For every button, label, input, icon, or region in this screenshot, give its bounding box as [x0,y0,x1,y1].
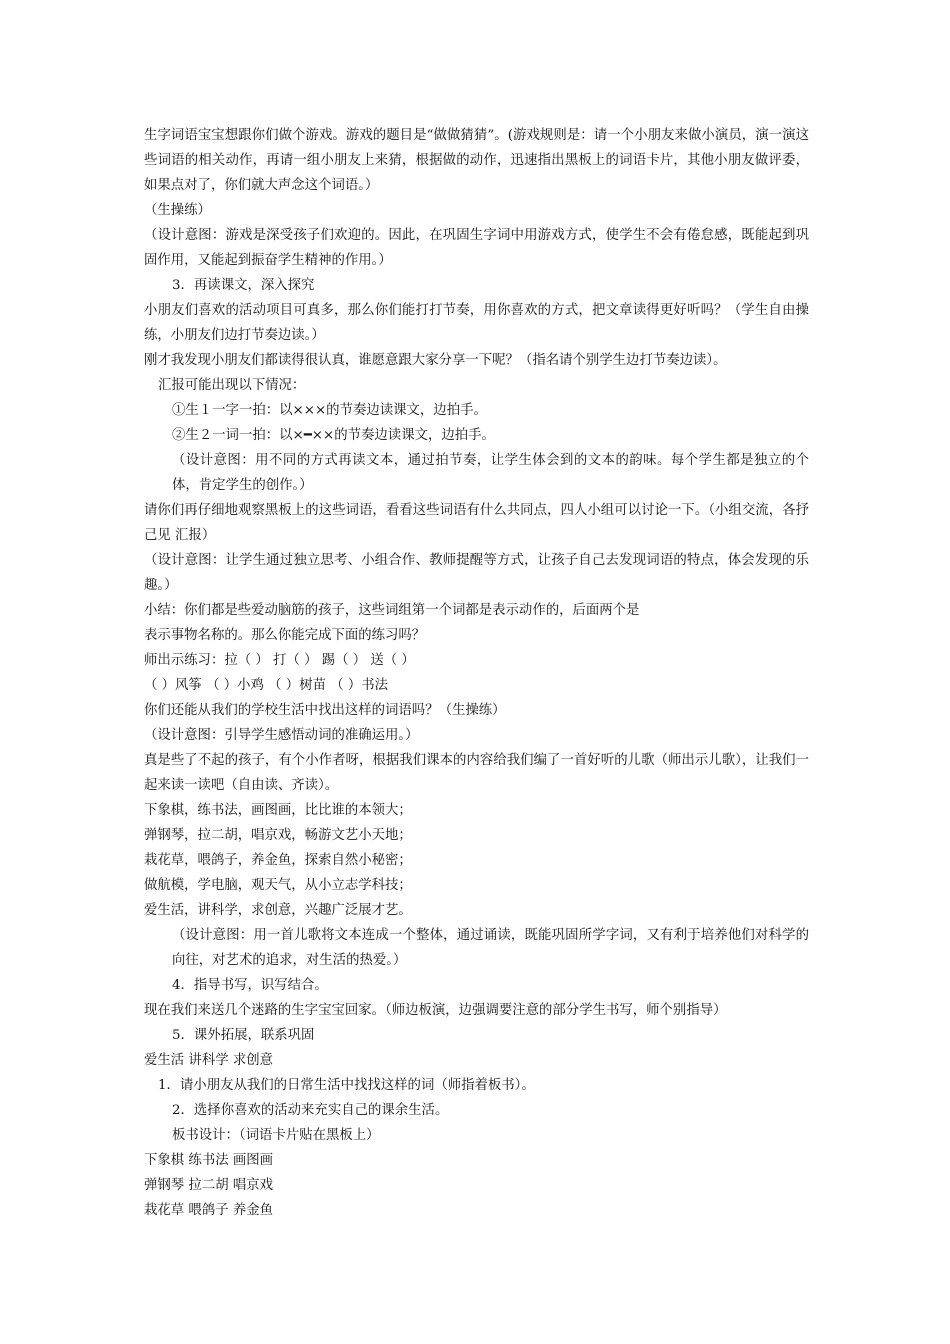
poem-line: 弹钢琴，拉二胡，唱京戏，畅游文艺小天地； [144,828,412,843]
poem-line: 爱生活，讲科学，求创意，兴趣广泛展才艺。 [144,903,412,918]
paragraph: （设计意图：用一首儿歌将文本连成一个整体，通过诵读，既能巩固所学字词，又有利于培养他们对科学的向往，对艺术的追求，对生活的热爱。） [172,928,809,968]
paragraph: 现在我们来送几个迷路的生字宝宝回家。（师边板演，边强调要注意的部分学生书写，师个别指导） [144,1003,727,1018]
paragraph: 小朋友们喜欢的活动项目可真多，那么你们能打打节奏，用你喜欢的方式，把文章读得更好听吗？（学生自由操练，小朋友们边打节奏边读。） [144,303,809,343]
paragraph: （设计意图：用不同的方式再读文本，通过拍节奏，让学生体会到的文本的韵味。每个学生都是独立的个体，肯定学生的创作。） [172,453,809,493]
paragraph: 汇报可能出现以下情况： [158,378,306,393]
exercise-line: 师出示练习：拉（ ） 打（ ） 踢（ ） 送（ ） [144,653,415,668]
board-line: 下象棋 练书法 画图画 [144,1153,274,1168]
paragraph: 小结：你们都是些爱动脑筋的孩子，这些词组第一个词都是表示动作的，后面两个是 [144,603,640,618]
board-line: 弹钢琴 拉二胡 唱京戏 [144,1178,274,1193]
list-item: 1．请小朋友从我们的日常生活中找找这样的词（师指着板书）。 [158,1078,535,1093]
board-line: 栽花草 喂鸽子 养金鱼 [144,1203,274,1218]
paragraph: ①生１一字一拍：以×××的节奏边读课文，边拍手。 [172,403,487,418]
paragraph: 真是些了不起的孩子，有个小作者呀，根据我们课本的内容给我们编了一首好听的儿歌（师出示儿歌），让我们一起来读一读吧（自由读、齐读）。 [144,753,809,793]
paragraph: 爱生活 讲科学 求创意 [144,1053,274,1068]
paragraph: 板书设计：（词语卡片贴在黑板上） [172,1128,380,1143]
paragraph: 请你们再仔细地观察黑板上的这些词语，看看这些词语有什么共同点，四人小组可以讨论一下。（小组交流，各抒己见 汇报） [144,503,809,543]
document-body [144,123,809,1223]
paragraph: 你们还能从我们的学校生活中找出这样的词语吗？（生操练） [144,703,506,718]
section-heading: 4．指导书写，识写结合。 [172,978,328,993]
paragraph: （设计意图：引导学生感悟动词的准确运用。） [144,728,419,743]
paragraph: （设计意图：游戏是深受孩子们欢迎的。因此，在巩固生字词中用游戏方式，使学生不会有倦怠感，既能起到巩固作用，又能起到振奋学生精神的作用。） [144,228,809,268]
exercise-line: （ ）风筝 （ ）小鸡 （ ）树苗 （ ）书法 [144,678,389,693]
paragraph: 表示事物名称的。那么你能完成下面的练习吗？ [144,628,426,643]
paragraph: （生操练） [144,203,211,218]
poem-line: 下象棋，练书法，画图画，比比谁的本领大； [144,803,412,818]
poem-line: 做航模，学电脑，观天气，从小立志学科技； [144,878,412,893]
section-heading: 5．课外拓展，联系巩固 [172,1028,315,1043]
paragraph: 刚才我发现小朋友们都读得很认真，谁愿意跟大家分享一下呢？（指名请个别学生边打节奏边读）。 [144,353,727,368]
paragraph: （设计意图：让学生通过独立思考、小组合作、教师提醒等方式，让孩子自己去发现词语的特点，体会发现的乐趣。） [144,553,809,593]
list-item: 2．选择你喜欢的活动来充实自己的课余生活。 [172,1103,449,1118]
paragraph: 生字词语宝宝想跟你们做个游戏。游戏的题目是“做做猜猜”。(游戏规则是：请一个小朋友来做小演员，演一演这些词语的相关动作，再请一组小朋友上来猜，根据做的动作，迅速指出黑板上的词语卡片，其他小朋友做评委，如果点对了，你们就大声念这个词语。） [144,128,809,193]
paragraph: ②生２一词一拍：以×━××的节奏边读课文，边拍手。 [172,428,495,443]
poem-line: 栽花草，喂鸽子，养金鱼，探索自然小秘密； [144,853,412,868]
section-heading: 3．再读课文，深入探究 [172,278,315,293]
